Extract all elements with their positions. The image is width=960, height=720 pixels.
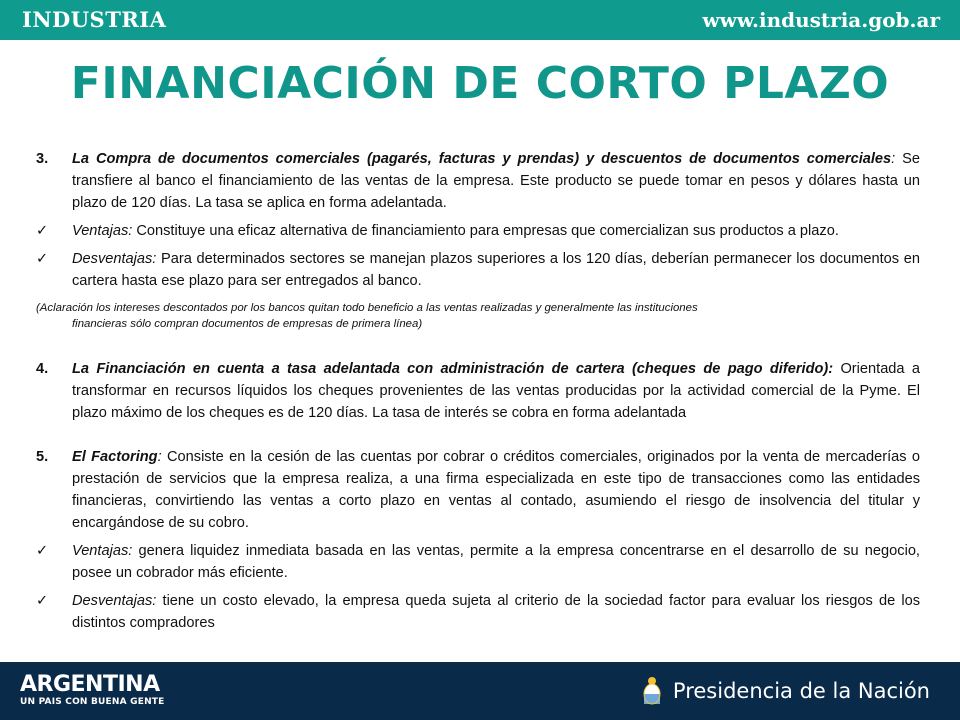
item-5-ventajas [36, 540, 920, 584]
item-number: 3. [36, 151, 49, 167]
item-number: 5. [36, 449, 49, 465]
check-icon: ✓ [36, 223, 49, 239]
header-bar [0, 0, 960, 40]
ventajas-label: Ventajas: [72, 543, 133, 559]
item-3 [36, 148, 920, 214]
desventajas-text: Para determinados sectores se manejan plazos superiores a los 120 días, deberían permanecer los documentos en cartera hasta ese plazo para ser entregados al banco. [72, 251, 920, 289]
item-body: Se transfiere al banco el financiamiento de las ventas de la empresa. Este producto se puede tomar en pesos y dólares hasta un plazo de 120 días. La tasa se aplica en forma adelantada. [72, 151, 921, 211]
presidencia-logo [641, 676, 930, 706]
ventajas-text: Constituye una eficaz alternativa de financiamiento para empresas que comercializan sus productos a plazo. [132, 223, 839, 239]
item-colon: : [157, 449, 162, 465]
item-body: Orientada a transformar en recursos líquidos los cheques provenientes de las ventas producidas por la actividad comercial de la Pyme. El plazo máximo de los cheques es de 120 días. La tasa de interés se cobra en forma adelantada [72, 361, 920, 421]
item-3-ventajas [36, 220, 920, 242]
ventajas-label: Ventajas: [72, 223, 133, 239]
site-url: www.industria.gob.ar [702, 8, 940, 32]
desventajas-label: Desventajas: [72, 593, 157, 609]
argentina-slogan: UN PAIS CON BUENA GENTE [20, 697, 165, 707]
item-number: 4. [36, 361, 49, 377]
desventajas-text: tiene un costo elevado, la empresa queda sujeta al criterio de la sociedad factor para evaluar los riesgos de los distintos compradores [72, 593, 920, 631]
slide-content [36, 148, 920, 634]
item-3-desventajas [36, 248, 920, 292]
check-icon: ✓ [36, 543, 49, 559]
footer-bar [0, 662, 960, 720]
argentina-wordmark: ARGENTINA [20, 672, 160, 697]
check-icon: ✓ [36, 251, 49, 267]
item-3-note [36, 300, 920, 332]
argentina-logo [20, 674, 165, 708]
item-heading: La Compra de documentos comerciales (pagarés, facturas y prendas) y descuentos de documentos comerciales [72, 151, 892, 167]
item-heading: El Factoring [72, 449, 158, 465]
desventajas-label: Desventajas: [72, 251, 157, 267]
ventajas-text: genera liquidez inmediata basada en las ventas, permite a la empresa concentrarse en el desarrollo de su negocio, posee un cobrador más eficiente. [72, 543, 920, 581]
item-colon: : [891, 151, 896, 167]
check-icon: ✓ [36, 593, 49, 609]
item-heading: La Financiación en cuenta a tasa adelantada con administración de cartera (cheques de pago diferido): [72, 361, 834, 377]
note-line-1: (Aclaración los intereses descontados por los bancos quitan todo beneficio a las ventas realizadas y generalmente las instituciones [36, 302, 698, 314]
note-line-2: financieras sólo compran documentos de empresas de primera línea) [72, 318, 423, 330]
brand-logo-text: INDUSTRIA [22, 7, 167, 32]
coat-of-arms-icon [641, 676, 663, 706]
item-5-desventajas [36, 590, 920, 634]
slide-title: FINANCIACIÓN DE CORTO PLAZO [70, 58, 890, 109]
item-5 [36, 446, 920, 534]
item-body: Consiste en la cesión de las cuentas por cobrar o créditos comerciales, originados por la venta de mercaderías o prestación de servicios que la empresa realiza, a una firma especializada en este tipo de transacciones como las entidades financieras, convirtiendo las ventas a corto plazo en ventas al contado, asumiendo el riesgo de insolvencia del titular y encargándose de su cobro. [72, 449, 920, 531]
item-4 [36, 358, 920, 424]
presidencia-text: Presidencia de la Nación [672, 679, 930, 703]
